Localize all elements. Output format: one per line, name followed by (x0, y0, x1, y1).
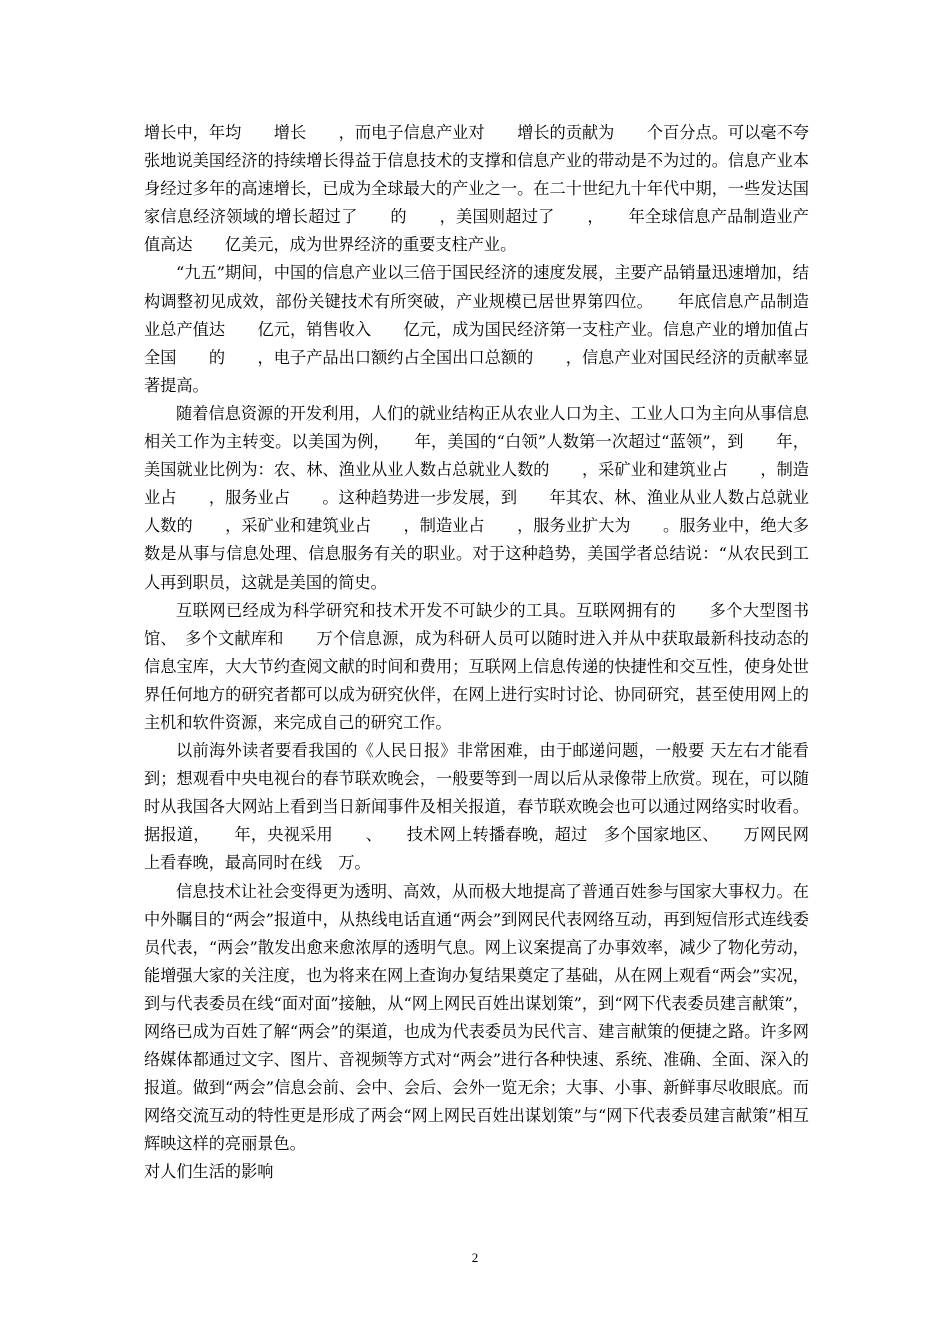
page-number: 2 (471, 1250, 479, 1265)
document-body (144, 119, 809, 1187)
section-heading: 对人们生活的影响 (144, 1162, 274, 1182)
paragraph-4: 互联网已经成为科学研究和技术开发不可缺少的工具。互联网拥有的 多个大型图书馆、 多个文献库和 万个信息源，成为科研人员可以随时进入并从中获取最新科技动态的信息宝库，大大节约查阅文献的时间和费用；互联网上信息传递的快捷性和交互性，使身处世界任何地方的研究者都可以成为研究伙伴，在网上进行实时讨论、协同研究，甚至使用网上的主机和软件资源，来完成自己的研究工作。 (144, 600, 809, 732)
paragraph-6: 信息技术让社会变得更为透明、高效，从而极大地提高了普通百姓参与国家大事权力。在中外瞩目的“两会”报道中，从热线电话直通“两会”到网民代表网络互动，再到短信形式连线委员代表，“两会”散发出愈来愈浓厚的透明气息。网上议案提高了办事效率，减少了物化劳动，能增强大家的关注度，也为将来在网上查询办复结果奠定了基础，从在网上观看“两会”实况，到与代表委员在线“面对面”接触，从“网上网民百姓出谋划策”，到“网下代表委员建言献策”，网络已成为百姓了解“两会”的渠道，也成为代表委员为民代言、建言献策的便捷之路。许多网络媒体都通过文字、图片、音视频等方式对“两会”进行各种快速、系统、准确、全面、深入的报道。做到“两会”信息会前、会中、会后、会外一览无余；大事、小事、新鲜事尽收眼底。而网络交流互动的特性更是形成了两会“网上网民百姓出谋划策”与“网下代表委员建言献策”相互辉映这样的亮丽景色。 (144, 881, 809, 1154)
paragraph-3: 随着信息资源的开发利用，人们的就业结构正从农业人口为主、工业人口为主向从事信息相关工作为主转变。以美国为例， 年，美国的“白领”人数第一次超过“蓝领”，到 年，美国就业比例为：农、林、渔业从业人数占总就业人数的 ，采矿业和建筑业占 ，制造业占 ，服务业占 。这种趋势进一步发展，到 年其农、林、渔业从业人数占总就业人数的 ，采矿业和建筑业占 ，制造业占 ，服务业扩大为 。服务业中，绝大多数是从事与信息处理、信息服务有关的职业。对于这种趋势，美国学者总结说：“从农民到工人再到职员，这就是美国的简史。 (144, 403, 809, 592)
paragraph-2: “九五”期间，中国的信息产业以三倍于国民经济的速度发展，主要产品销量迅速增加，结构调整初见成效，部份关键技术有所突破，产业规模已居世界第四位。 年底信息产品制造业总产值达 亿元，销售收入 亿元，成为国民经济第一支柱产业。信息产业的增加值占全国 的 ，电子产品出口额约占全国出口总额的 ，信息产业对国民经济的贡献率显著提高。 (144, 263, 809, 395)
paragraph-1: 增长中，年均 增长 ，而电子信息产业对 增长的贡献为 个百分点。可以毫不夸张地说美国经济的持续增长得益于信息技术的支撑和信息产业的带动是不为过的。信息产业本身经过多年的高速增长，已成为全球最大的产业之一。在二十世纪九十年代中期，一些发达国家信息经济领域的增长超过了 的 ，美国则超过了 ， 年全球信息产品制造业产值高达 亿美元，成为世界经济的重要支柱产业。 (144, 123, 809, 255)
paragraph-5: 以前海外读者要看我国的《人民日报》非常困难，由于邮递问题，一般要 天左右才能看到；想观看中央电视台的春节联欢晚会，一般要等到一周以后从录像带上欣赏。现在，可以随时从我国各大网站上看到当日新闻事件及相关报道，春节联欢晚会也可以通过网络实时收看。据报道， 年，央视采用 、 技术网上转播春晚，超过 多个国家地区、 万网民网上看春晚，最高同时在线 万。 (144, 741, 809, 873)
